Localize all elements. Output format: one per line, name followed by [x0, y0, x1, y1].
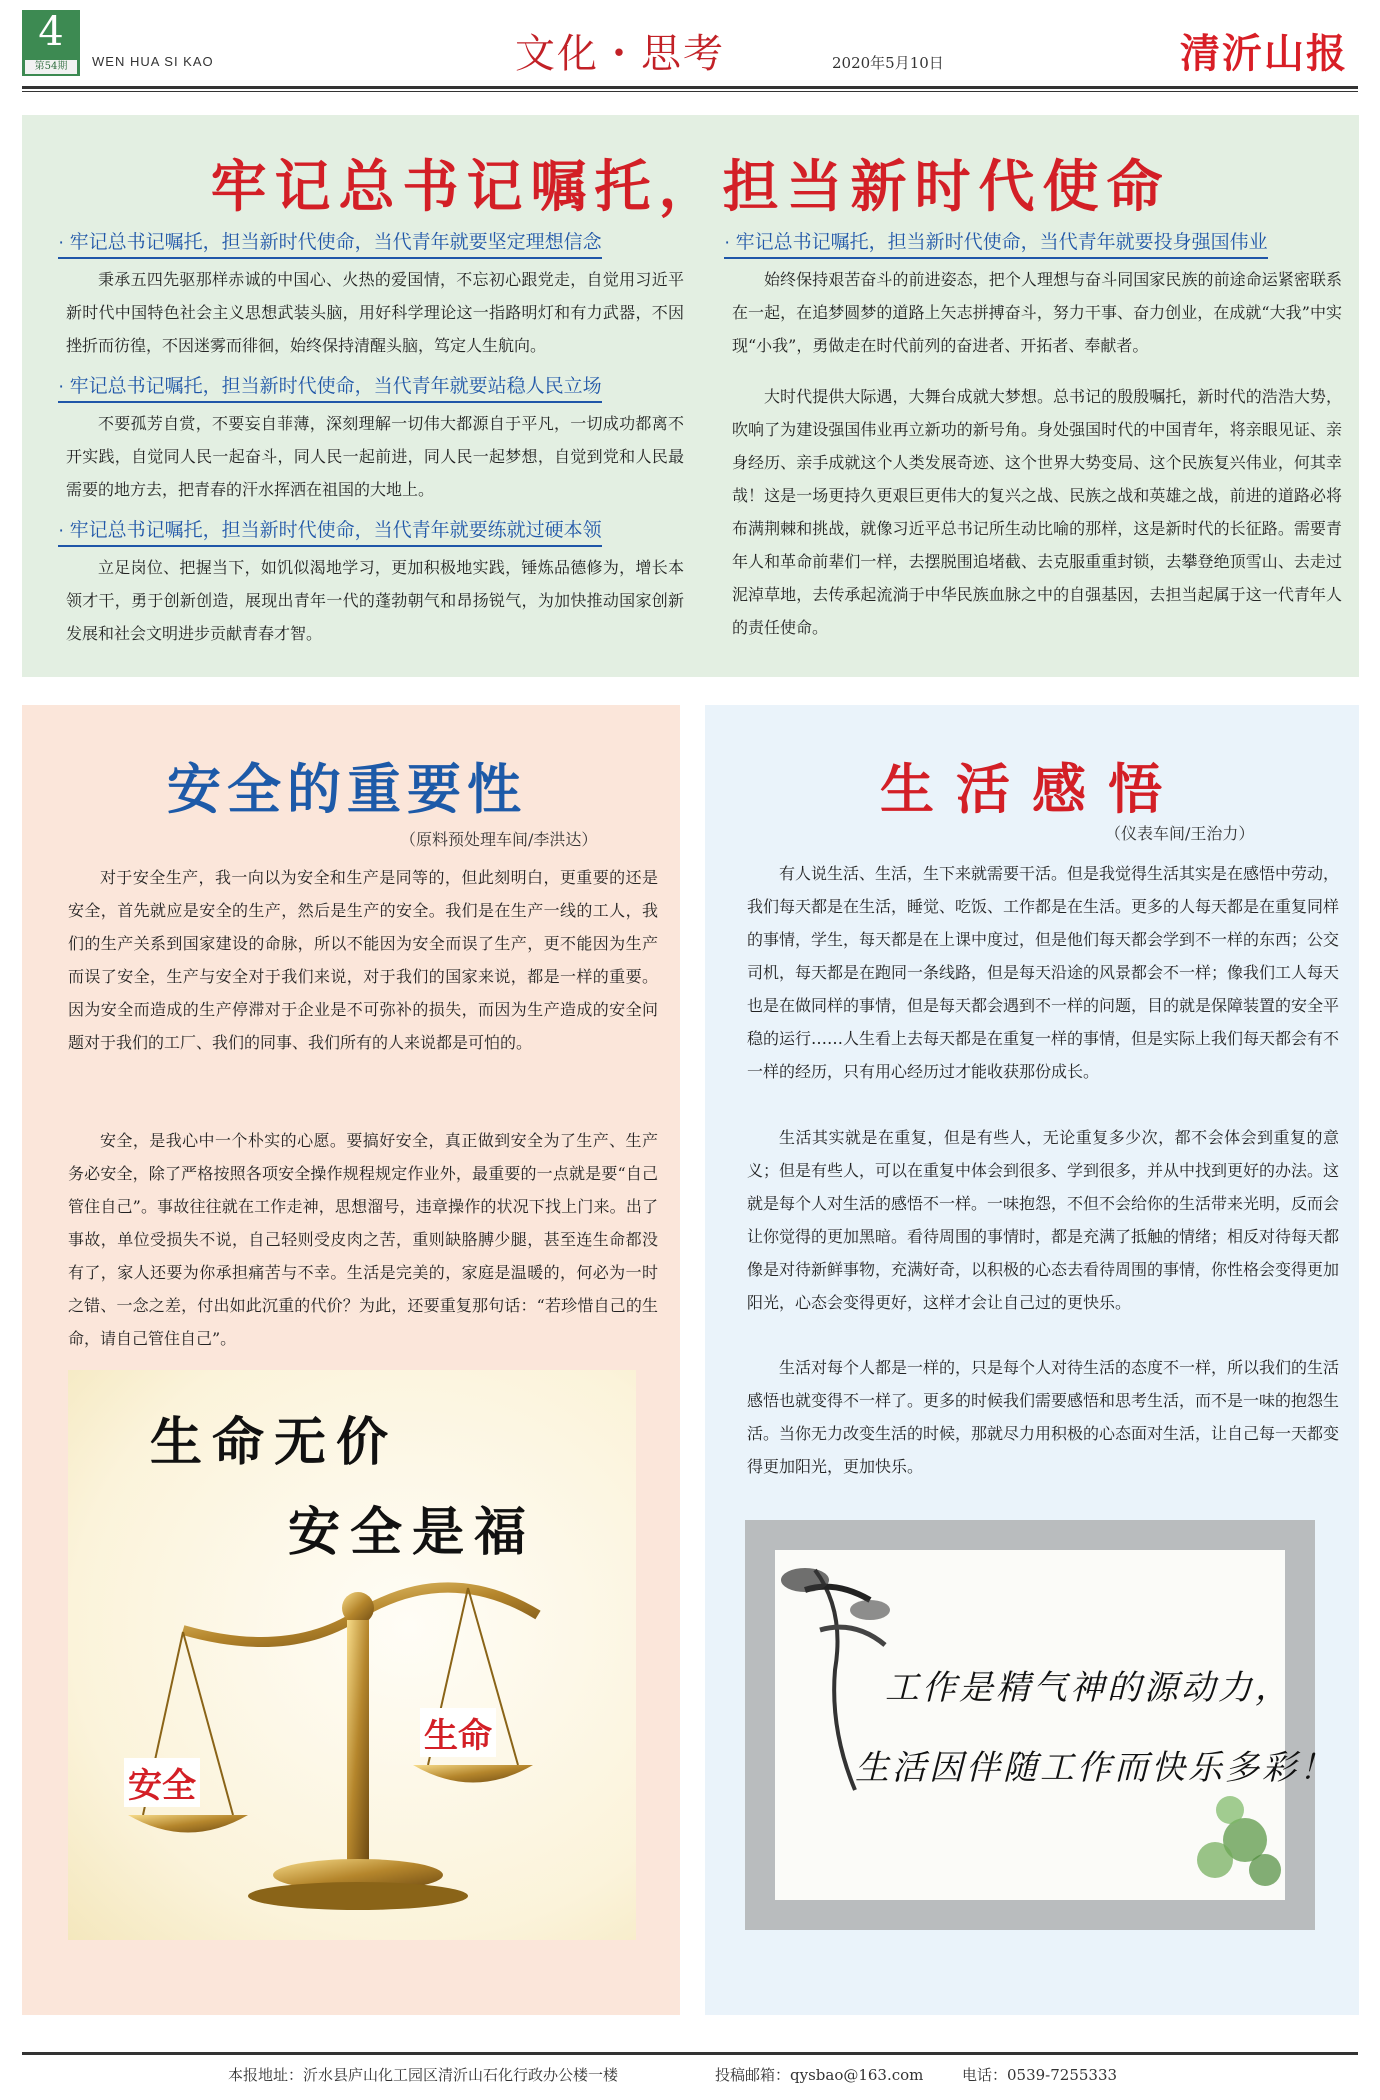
safety-byline: （原料预处理车间/李洪达） [400, 830, 598, 849]
poster-slogan-1: 生命无价 [150, 1412, 399, 1473]
scale-left-label: 安全 [124, 1758, 200, 1807]
feature-paragraph-3: 立足岗位、把握当下，如饥似渴地学习，更加积极地实践，锤炼品德修为，增长本领才干，勇于创新创造，展现出青年一代的蓬勃朝气和昂扬锐气，为加快推动国家创新发展和社会文明进步贡献青春才智。 [66, 558, 684, 643]
life-byline: （仪表车间/王治力） [1105, 824, 1255, 843]
ink-plant-icon [775, 1550, 1285, 1900]
section-pinyin: WEN HUA SI KAO [92, 54, 214, 69]
calligraphy-frame [745, 1520, 1336, 1930]
safety-paragraph-2: 安全，是我心中一个朴实的心愿。要搞好安全，真正做到安全为了生产、生产务必安全，除了严格按照各项安全操作规程规定作业外，最重要的一点就是要“自己管住自己”。事故往往就在工作走神，思想溜号，违章操作的状况下找上门来。出了事故，单位受损失不说，自己轻则受皮肉之苦，重则缺胳膊少腿，甚至连生命都没有了，家人还要为你承担痛苦与不幸。生活是完美的，家庭是温暖的，何必为一时之错、一念之差，付出如此沉重的代价？为此，还要重复那句话：“若珍惜自己的生命，请自己管住自己”。 [68, 1131, 658, 1348]
issue-number: 第54期 [25, 60, 77, 74]
safety-paragraph-1: 对于安全生产，我一向以为安全和生产是同等的，但此刻明白，更重要的还是安全，首先就应是安全的生产，然后是生产的安全。我们是在生产一线的工人，我们的生产关系到国家建设的命脉，所以不能因为安全而误了生产，更不能因为生产而误了安全，生产与安全对于我们来说，对于我们的国家来说，都是一样的重要。因为安全而造成的生产停滞对于企业是不可弥补的损失，而因为生产造成的安全问题对于我们的工厂、我们的同事、我们所有的人来说都是可怕的。 [68, 868, 658, 1052]
header-rule-thin [22, 91, 1358, 92]
issue-date: 2020年5月10日 [832, 54, 944, 72]
footer-phone: 电话：0539-7255333 [962, 2066, 1118, 2084]
life-paragraph-3: 生活对每个人都是一样的，只是每个人对待生活的态度不一样，所以我们的生活感悟也就变得不一样了。更多的时候我们需要感悟和思考生活，而不是一味的抱怨生活。当你无力改变生活的时候，那就尽力用积极的心态面对生活，让自己每一天都变得更加阳光，更加快乐。 [747, 1358, 1340, 1476]
feature-subhead-2: · 牢记总书记嘱托，担当新时代使命，当代青年就要站稳人民立场 [58, 371, 602, 403]
balance-scale-icon [68, 1370, 636, 1940]
feature-paragraph-1: 秉承五四先驱那样赤诚的中国心、火热的爱国情，不忘初心跟党走，自觉用习近平新时代中国特色社会主义思想武装头脑，用好科学理论这一指路明灯和有力武器，不因挫折而彷徨，不因迷雾而徘徊，始终保持清醒头脑，笃定人生航向。 [66, 270, 684, 355]
footer-address: 本报地址：沂水县庐山化工园区清沂山石化行政办公楼一楼 [228, 2066, 619, 2084]
feature-subhead-3: · 牢记总书记嘱托，担当新时代使命，当代青年就要练就过硬本领 [58, 515, 602, 547]
feature-subhead-1: · 牢记总书记嘱托，担当新时代使命，当代青年就要坚定理想信念 [58, 227, 602, 259]
scale-right-label: 生命 [420, 1708, 496, 1757]
safety-title: 安全的重要性 [167, 757, 527, 821]
page-number-badge [22, 10, 80, 76]
header-rule [22, 86, 1358, 89]
calligraphy-paper [775, 1550, 1336, 1900]
poster-slogan-2: 安全是福 [288, 1502, 537, 1563]
calligraphy-line-1: 工作是精气神的源动力， [885, 1668, 1292, 1708]
feature-paragraph-2: 不要孤芳自赏，不要妄自菲薄，深刻理解一切伟大都源自于平凡，一切成功都离不开实践，自觉同人民一起奋斗，同人民一起前进，同人民一起梦想，自觉到党和人民最需要的地方去，把青春的汗水挥洒在祖国的大地上。 [66, 414, 684, 499]
life-title: 生活感悟 [880, 757, 1184, 821]
feature-paragraph-5: 大时代提供大际遇，大舞台成就大梦想。总书记的殷殷嘱托，新时代的浩浩大势，吹响了为建设强国伟业再立新功的新号角。身处强国时代的中国青年，将亲眼见证、亲身经历、亲手成就这个人类发展奇迹、这个世界大势变局、这个民族复兴伟业，何其幸哉！这是一场更持久更艰巨更伟大的复兴之战、民族之战和英雄之战，前进的道路必将布满荆棘和挑战，就像习近平总书记所生动比喻的那样，这是新时代的长征路。需要青年人和革命前辈们一样，去摆脱围追堵截、去克服重重封锁，去攀登绝顶雪山、去走过泥淖草地，去传承起流淌于中华民族血脉之中的自强基因，去担当起属于这一代青年人的责任使命。 [732, 387, 1342, 637]
feature-subhead-4: · 牢记总书记嘱托，担当新时代使命，当代青年就要投身强国伟业 [724, 227, 1268, 259]
footer-rule [22, 2052, 1358, 2055]
life-paragraph-2: 生活其实就是在重复，但是有些人，无论重复多少次，都不会体会到重复的意义；但是有些人，可以在重复中体会到很多、学到很多，并从中找到更好的办法。这就是每个人对生活的感悟不一样。一味抱怨，不但不会给你的生活带来光明，反而会让你觉得的更加黑暗。看待周围的事情时，都是充满了抵触的情绪；相反对待每天都像是对待新鲜事物，充满好奇，以积极的心态去看待周围的事情，你性格会变得更加阳光，心态会变得更好，这样才会让自己过的更快乐。 [747, 1128, 1340, 1312]
section-title: 文化・思考 [515, 31, 725, 77]
newspaper-name: 清沂山报 [1180, 30, 1348, 77]
page-number: 4 [38, 9, 64, 55]
feature-paragraph-4: 始终保持艰苦奋斗的前进姿态，把个人理想与奋斗同国家民族的前途命运紧密联系在一起，在追梦圆梦的道路上矢志拼搏奋斗，努力干事、奋力创业，在成就“大我”中实现“小我”，勇做走在时代前列的奋进者、开拓者、奉献者。 [732, 270, 1342, 355]
life-paragraph-1: 有人说生活、生活，生下来就需要干活。但是我觉得生活其实是在感悟中劳动，我们每天都是在生活，睡觉、吃饭、工作都是在生活。更多的人每天都是在重复同样的事情，学生，每天都是在上课中度过，但是他们每天都会学到不一样的东西；公交司机，每天都是在跑同一条线路，但是每天沿途的风景都会不一样；像我们工人每天也是在做同样的事情，但是每天都会遇到不一样的问题，目的就是保障装置的安全平稳的运行……人生看上去每天都是在重复一样的事情，但是实际上我们每天都会有不一样的经历，只有用心经历过才能收获那份成长。 [747, 864, 1340, 1081]
safety-poster [68, 1370, 636, 1940]
calligraphy-line-2: 生活因伴随工作而快乐多彩！ [855, 1748, 1336, 1788]
footer-email: 投稿邮箱：qysbao@163.com [715, 2066, 924, 2084]
feature-title: 牢记总书记嘱托，担当新时代使命 [210, 154, 1171, 220]
feature-panel [22, 115, 1359, 677]
